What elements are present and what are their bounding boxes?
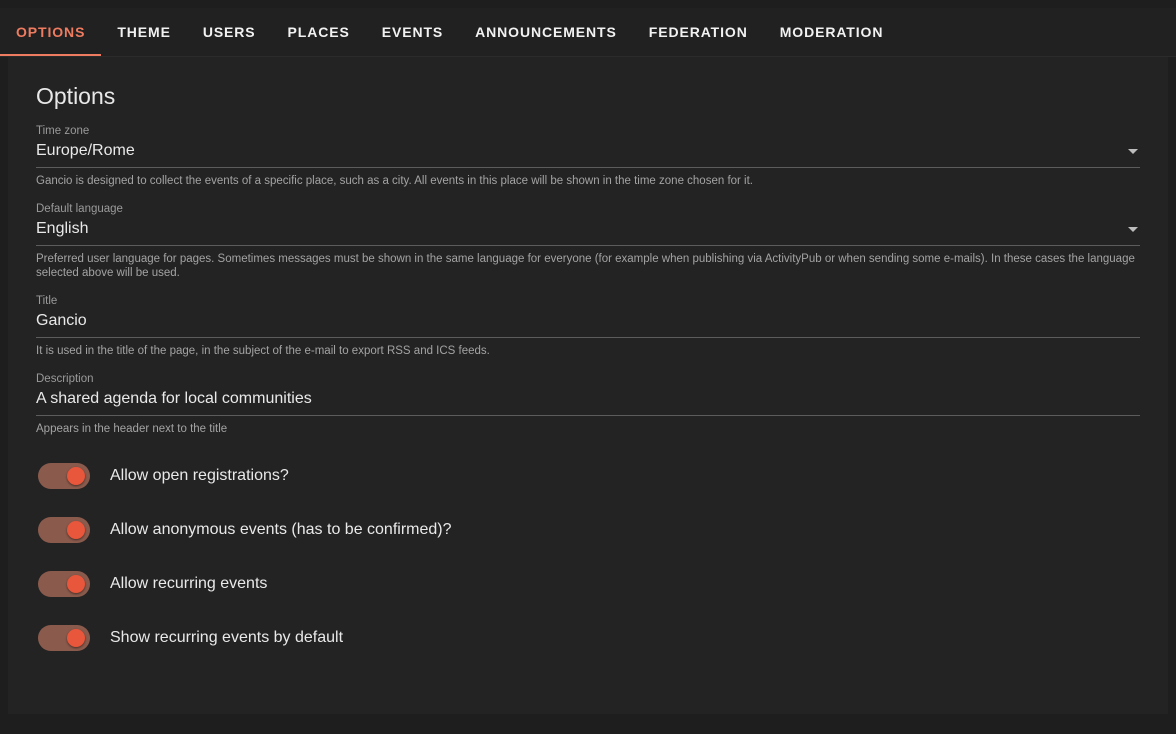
options-panel	[8, 57, 1168, 714]
description-input-wrapper[interactable]	[36, 389, 1140, 416]
window-bottom-strip	[0, 714, 1176, 734]
timezone-value: Europe/Rome	[36, 142, 135, 159]
chevron-down-icon[interactable]	[1128, 149, 1138, 154]
chevron-down-icon[interactable]	[1128, 227, 1138, 232]
title-input[interactable]: Gancio	[36, 312, 87, 329]
tab-theme[interactable]	[101, 8, 187, 56]
description-input[interactable]: A shared agenda for local communities	[36, 390, 312, 407]
tab-announcements[interactable]	[459, 8, 633, 56]
toggle-knob	[67, 467, 85, 485]
title-label: Title	[36, 295, 58, 307]
timezone-hint: Gancio is designed to collect the events of a specific place, such as a city. All events in this place will be shown in the time zone chosen for it.	[36, 175, 753, 187]
page-title: Options	[36, 83, 116, 109]
tab-moderation-label: MODERATION	[779, 24, 884, 40]
toggle-row-open-registrations	[36, 449, 1140, 503]
title-input-wrapper[interactable]	[36, 311, 1140, 338]
language-value: English	[36, 220, 89, 237]
toggle-row-anonymous-events	[36, 503, 1140, 557]
toggle-knob	[67, 521, 85, 539]
title-hint: It is used in the title of the page, in the subject of the e-mail to export RSS and ICS feeds.	[36, 345, 490, 357]
tab-federation-label: FEDERATION	[648, 24, 748, 40]
description-label: Description	[36, 373, 94, 385]
toggle-row-show-recurring-default	[36, 611, 1140, 665]
language-label: Default language	[36, 203, 123, 215]
toggle-show-recurring-default-label: Show recurring events by default	[110, 629, 344, 646]
toggle-anonymous-events[interactable]	[38, 517, 90, 543]
field-language	[36, 202, 1140, 246]
toggle-recurring-events[interactable]	[38, 571, 90, 597]
tab-theme-label: THEME	[117, 24, 171, 40]
tab-places-label: PLACES	[287, 24, 350, 40]
toggle-knob	[67, 575, 85, 593]
toggle-anonymous-events-label: Allow anonymous events (has to be confirmed)?	[110, 521, 452, 538]
tab-events-label: EVENTS	[381, 24, 444, 40]
language-hint: Preferred user language for pages. Sometimes messages must be shown in the same language for everyone (for example when publishing via ActivityPub or when sending some e-mails). In these cases the language selected above will be used.	[36, 253, 1135, 279]
toggle-open-registrations[interactable]	[38, 463, 90, 489]
options-form	[8, 110, 1168, 665]
tab-options-label: OPTIONS	[16, 24, 86, 40]
toggle-show-recurring-default[interactable]	[38, 625, 90, 651]
timezone-select[interactable]	[36, 141, 1140, 168]
toggle-recurring-events-label: Allow recurring events	[110, 575, 268, 592]
admin-tabbar	[0, 8, 1176, 57]
tab-options[interactable]	[0, 8, 101, 56]
toggle-knob	[67, 629, 85, 647]
window-top-strip	[0, 0, 1176, 8]
toggle-row-recurring-events	[36, 557, 1140, 611]
tab-places[interactable]	[272, 8, 366, 56]
tab-users-label: USERS	[202, 24, 256, 40]
tab-announcements-label: ANNOUNCEMENTS	[475, 24, 617, 40]
tab-events[interactable]	[366, 8, 459, 56]
tab-users[interactable]	[187, 8, 272, 56]
field-description	[36, 372, 1140, 416]
timezone-label: Time zone	[36, 125, 90, 137]
description-hint: Appears in the header next to the title	[36, 423, 228, 435]
language-select[interactable]	[36, 219, 1140, 246]
field-title	[36, 294, 1140, 338]
field-timezone	[36, 124, 1140, 168]
tab-federation[interactable]	[633, 8, 764, 56]
tab-moderation[interactable]	[764, 8, 900, 56]
toggle-open-registrations-label: Allow open registrations?	[110, 467, 289, 484]
